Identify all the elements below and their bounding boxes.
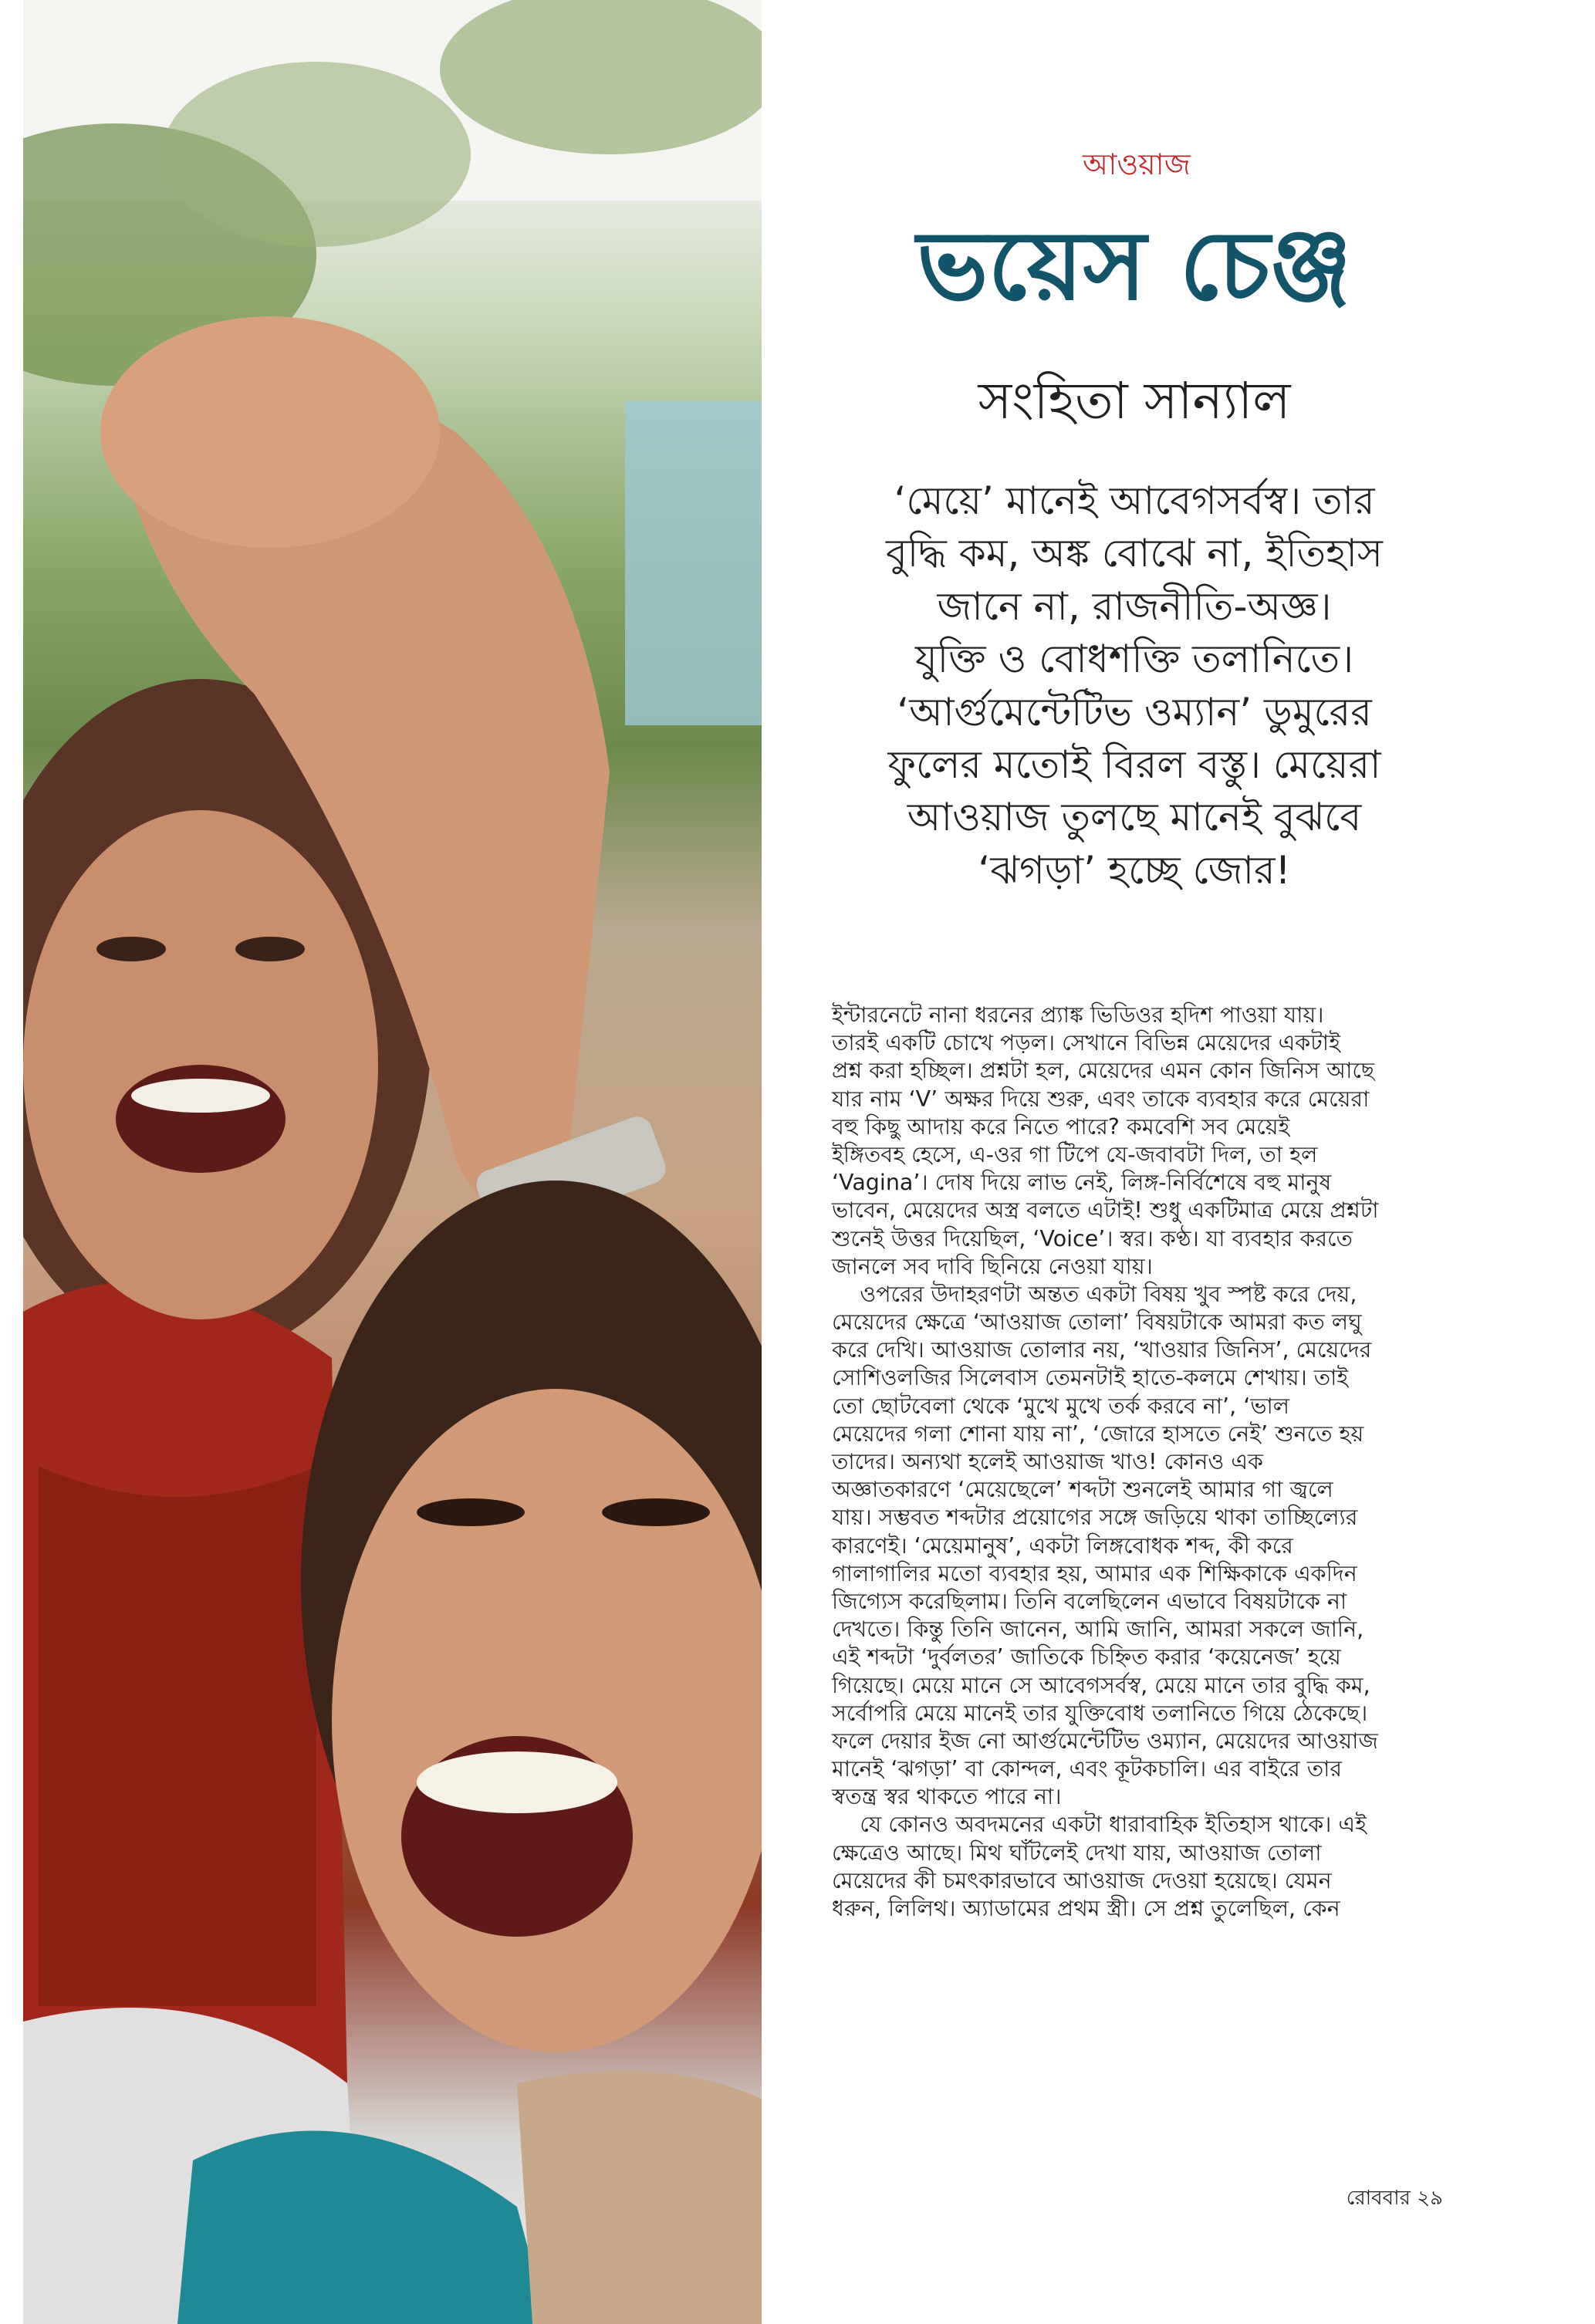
body-line: তো ছোটবেলা থেকে ‘মুখে মুখে তর্ক করবে না’, ‘ভাল xyxy=(832,1393,1290,1419)
body-line: যে কোনও অবদমনের একটা ধারাবাহিক ইতিহাস থাকে। এই xyxy=(832,1812,1367,1838)
body-line: অজ্ঞাতকারণে ‘মেয়েছেলে’ শব্দটা শুনলেই আমার গা জ্বলে xyxy=(832,1477,1333,1503)
body-line: গালাগালির মতো ব্যবহার হয়, আমার এক শিক্ষিকাকে একদিন xyxy=(832,1560,1357,1586)
body-line: স্বতন্ত্র স্বর থাকতে পারে না। xyxy=(832,1784,1062,1810)
body-line: দেখতে। কিন্তু তিনি জানেন, আমি জানি, আমরা সকলে জানি, xyxy=(832,1616,1364,1643)
intro-line: বুদ্ধি কম, অঙ্ক বোঝে না, ইতিহাস xyxy=(886,531,1383,576)
body-line: বহু কিছু আদায় করে নিতে পারে? কমবেশি সব মেয়েই xyxy=(832,1113,1290,1140)
body-line: যার নাম ‘V’ অক্ষর দিয়ে শুরু, এবং তাকে ব্যবহার করে মেয়েরা xyxy=(832,1086,1370,1112)
body-line: ফলে দেয়ার ইজ নো আর্গুমেন্টেটিভ ওম্যান, মেয়েদের আওয়াজ xyxy=(832,1728,1378,1754)
intro-line: ‘ঝগড়া’ হচ্ছে জোর! xyxy=(978,847,1291,893)
body-line: কারণেই। ‘মেয়েমানুষ’, একটা লিঙ্গবোধক শব্দ, কী করে xyxy=(832,1532,1293,1559)
body-line: মেয়েদের কী চমৎকারভাবে আওয়াজ দেওয়া হয়েছে। যেমন xyxy=(832,1867,1332,1893)
body-line: গিয়েছে। মেয়ে মানে সে আবেগসর্বস্ব, মেয়ে মানে তার বুদ্ধি কম, xyxy=(832,1672,1370,1698)
section-label: আওয়াজ xyxy=(1083,147,1191,181)
intro-line: জানে না, রাজনীতি-অজ্ঞ। xyxy=(937,583,1332,629)
body-line: যায়। সম্ভবত শব্দটার প্রয়োগের সঙ্গে জড়িয়ে থাকা তাচ্ছিল্যের xyxy=(832,1505,1358,1531)
body-line: মেয়েদের গলা শোনা যায় না’, ‘জোরে হাসতে নেই’ শুনতে হয় xyxy=(832,1420,1364,1447)
intro-line: আওয়াজ তুলছে মানেই বুঝবে xyxy=(907,795,1362,840)
body-line: প্রশ্ন করা হচ্ছিল। প্রশ্নটা হল, মেয়েদের এমন কোন জিনিস আছে xyxy=(832,1058,1375,1084)
body-line: শুনেই উত্তর দিয়েছিল, ‘Voice’। স্বর। কণ্ঠ। যা ব্যবহার করতে xyxy=(832,1225,1353,1252)
body-line: ইঙ্গিতবহ হেসে, এ-ওর গা টিপে যে-জবাবটা দিল, তা হল xyxy=(832,1141,1318,1167)
page-folio: রোববার ২৯ xyxy=(1346,2187,1443,2210)
body-line: ‘Vagina’। দোষ দিয়ে লাভ নেই, লিঙ্গ-নির্বিশেষে বহু মানুষ xyxy=(832,1170,1332,1196)
body-line: সর্বোপরি মেয়ে মানেই তার যুক্তিবোধ তলানিতে গিয়ে ঠেকেছে। xyxy=(832,1700,1368,1726)
body-line: জিগ্যেস করেছিলাম। তিনি বলেছিলেন এভাবে বিষয়টাকে না xyxy=(832,1588,1347,1614)
body-line: তাদের। অন্যথা হলেই আওয়াজ খাও! কোনও এক xyxy=(832,1449,1263,1474)
body-line: করে দেখি। আওয়াজ তোলার নয়, ‘খাওয়ার জিনিস’, মেয়েদের xyxy=(832,1337,1372,1363)
protest-illustration xyxy=(23,0,762,2324)
body-line: ইন্টারনেটে নানা ধরনের প্র্যাঙ্ক ভিডিওর হদিশ পাওয়া যায়। xyxy=(832,1002,1324,1028)
body-line: সোশিওলজির সিলেবাস তেমনটাই হাতে-কলমে শেখায়। তাই xyxy=(832,1365,1349,1391)
article-body xyxy=(832,1002,1441,1923)
body-line: মানেই ‘ঝগড়া’ বা কোন্দল, এবং কূটকচালি। এর বাইরে তার xyxy=(832,1756,1343,1782)
body-line: ভাবেন, মেয়েদের অস্ত্র বলতে এটাই! শুধু একটিমাত্র মেয়ে প্রশ্নটা xyxy=(832,1197,1379,1224)
protest-photo xyxy=(23,0,762,2324)
body-line: ক্ষেত্রেও আছে। মিথ ঘাঁটলেই দেখা যায়, আওয়াজ তোলা xyxy=(832,1839,1322,1866)
body-line: ধরুন, লিলিথ। অ্যাডামের প্রথম স্ত্রী। সে প্রশ্ন তুলেছিল, কেন xyxy=(832,1896,1340,1921)
author-byline: সংহিতা সান্যাল xyxy=(978,371,1291,431)
body-line: ওপরের উদাহরণটা অন্তত একটা বিষয় খুব স্পষ্ট করে দেয়, xyxy=(832,1281,1357,1307)
intro-line: ফুলের মতোই বিরল বস্তু। মেয়েরা xyxy=(887,741,1381,787)
body-line: এই শব্দটা ‘দুর্বলতর’ জাতিকে চিহ্নিত করার ‘কয়েনেজ’ হয়ে xyxy=(832,1644,1341,1670)
body-line: জানলে সব দাবি ছিনিয়ে নেওয়া যায়। xyxy=(832,1253,1153,1279)
intro-line: ‘মেয়ে’ মানেই আবেগসর্বস্ব। তার xyxy=(894,478,1375,523)
article-intro xyxy=(849,475,1420,897)
body-line: মেয়েদের ক্ষেত্রে ‘আওয়াজ তোলা’ বিষয়টাকে আমরা কত লঘু xyxy=(832,1309,1362,1336)
intro-line: ‘আর্গুমেন্টেটিভ ওম্যান’ ডুমুরের xyxy=(897,689,1372,735)
article-title: ভয়েস চেঞ্জ xyxy=(917,211,1352,322)
intro-line: যুক্তি ও বোধশক্তি তলানিতে। xyxy=(914,637,1354,682)
body-line: তারই একটি চোখে পড়ল। সেখানে বিভিন্ন মেয়েদের একটাই xyxy=(832,1030,1340,1056)
